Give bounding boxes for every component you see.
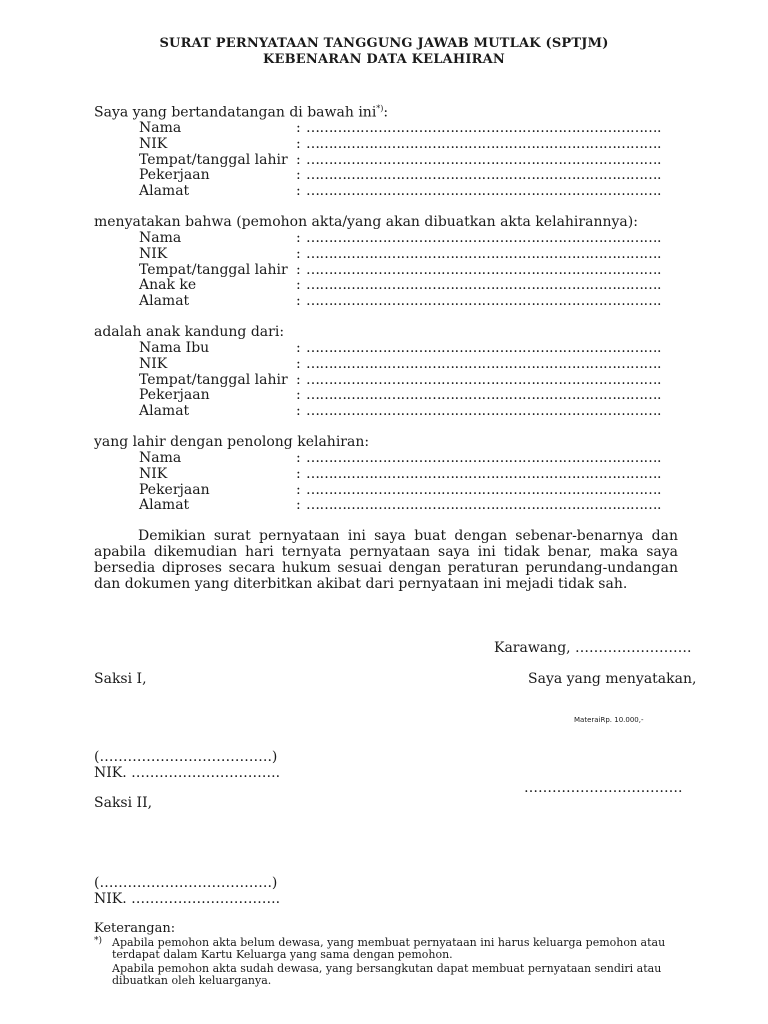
place-date: Karawang, ……………………. [494,640,692,656]
field-label: Alamat [139,403,190,419]
section1-intro [94,104,388,121]
field-fill-line: ……………………………………………………………………. [306,136,661,152]
field-fill-line: ……………………………………………………………………. [306,120,661,136]
field-colon: : [296,183,301,199]
section1-footnote-marker: *) [376,104,384,113]
field-label: Alamat [139,497,190,513]
notes-marker: *) [94,936,103,946]
section1-intro-suffix: : [383,104,389,121]
field-colon: : [296,152,301,168]
field-label: Tempat/tanggal lahir [139,152,288,168]
field-label: Pekerjaan [139,387,210,403]
field-fill-line: ……………………………………………………………………. [306,167,661,183]
field-fill-line: ……………………………………………………………………. [306,262,661,278]
field-colon: : [296,167,301,183]
field-label: Alamat [139,183,190,199]
field-label: NIK [139,356,168,372]
notes-heading: Keterangan: [94,921,176,936]
field-fill-line: ……………………………………………………………………. [306,403,661,419]
materai-note: MateraiRp. 10.000,- [574,716,644,724]
field-colon: : [296,372,301,388]
notes-item-1: Apabila pemohon akta belum dewasa, yang membuat pernyataan ini harus keluarga pemohon atau terdapat dalam Kartu Keluarga yang sama dengan pemohon. [112,936,666,961]
declarant-sign-line: ……………………………. [524,780,683,796]
witness1-label: Saksi I, [94,671,147,687]
field-colon: : [296,356,301,372]
field-fill-line: ……………………………………………………………………. [306,466,661,482]
field-colon: : [296,230,301,246]
field-label: Nama Ibu [139,340,210,356]
field-fill-line: ……………………………………………………………………. [306,450,661,466]
field-fill-line: ……………………………………………………………………. [306,356,661,372]
field-fill-line: ……………………………………………………………………. [306,183,661,199]
field-label: Tempat/tanggal lahir [139,262,288,278]
field-colon: : [296,277,301,293]
field-fill-line: ……………………………………………………………………. [306,340,661,356]
field-label: NIK [139,136,168,152]
field-colon: : [296,466,301,482]
field-fill-line: ……………………………………………………………………. [306,293,661,309]
notes-item-2: Apabila pemohon akta sudah dewasa, yang bersangkutan dapat membuat pernyataan sendiri atau dibuatkan oleh keluarganya. [112,962,662,987]
field-colon: : [296,387,301,403]
field-colon: : [296,262,301,278]
section2-intro: menyatakan bahwa (pemohon akta/yang akan dibuatkan akta kelahirannya): [94,214,638,230]
document-title-line1: SURAT PERNYATAAN TANGGUNG JAWAB MUTLAK (SPTJM) [159,36,609,51]
field-colon: : [296,497,301,513]
field-colon: : [296,340,301,356]
field-colon: : [296,482,301,498]
field-label: Pekerjaan [139,167,210,183]
statement-paragraph [94,528,678,592]
witness1-name-line: (……………………………….) [94,749,278,765]
field-fill-line: ……………………………………………………………………. [306,387,661,403]
field-label: Alamat [139,293,190,309]
field-colon: : [296,246,301,262]
field-colon: : [296,403,301,419]
witness2-nik-line: NIK. ………………………….. [94,891,281,907]
field-fill-line: ……………………………………………………………………. [306,372,661,388]
statement-text: Demikian surat pernyataan ini saya buat dengan sebenar-benarnya dan apabila dikemudian hari ternyata pernyataan saya ini tidak benar, maka saya bersedia diproses secara hukum sesuai dengan peraturan perundang-undangan dan dokumen yang diterbitkan akibat dari pernyataan ini mejadi tidak sah. [94,528,678,592]
witness2-name-line: (……………………………….) [94,875,278,891]
field-label: Anak ke [139,277,197,293]
field-label: NIK [139,246,168,262]
field-fill-line: ……………………………………………………………………. [306,277,661,293]
field-label: Nama [139,450,182,466]
declarant-label: Saya yang menyatakan, [528,671,697,687]
document-title-line2: KEBENARAN DATA KELAHIRAN [263,52,505,67]
field-fill-line: ……………………………………………………………………. [306,230,661,246]
field-colon: : [296,136,301,152]
section3-intro: adalah anak kandung dari: [94,324,285,340]
section4-intro: yang lahir dengan penolong kelahiran: [94,434,370,450]
field-fill-line: ……………………………………………………………………. [306,497,661,513]
field-label: NIK [139,466,168,482]
field-colon: : [296,293,301,309]
witness2-label: Saksi II, [94,795,153,811]
field-fill-line: ……………………………………………………………………. [306,482,661,498]
field-fill-line: ……………………………………………………………………. [306,246,661,262]
field-label: Nama [139,230,182,246]
witness1-nik-line: NIK. ………………………….. [94,765,281,781]
field-fill-line: ……………………………………………………………………. [306,152,661,168]
field-label: Tempat/tanggal lahir [139,372,288,388]
section1-intro-text: Saya yang bertandatangan di bawah ini [94,104,377,121]
field-colon: : [296,120,301,136]
field-colon: : [296,450,301,466]
field-label: Nama [139,120,182,136]
field-label: Pekerjaan [139,482,210,498]
